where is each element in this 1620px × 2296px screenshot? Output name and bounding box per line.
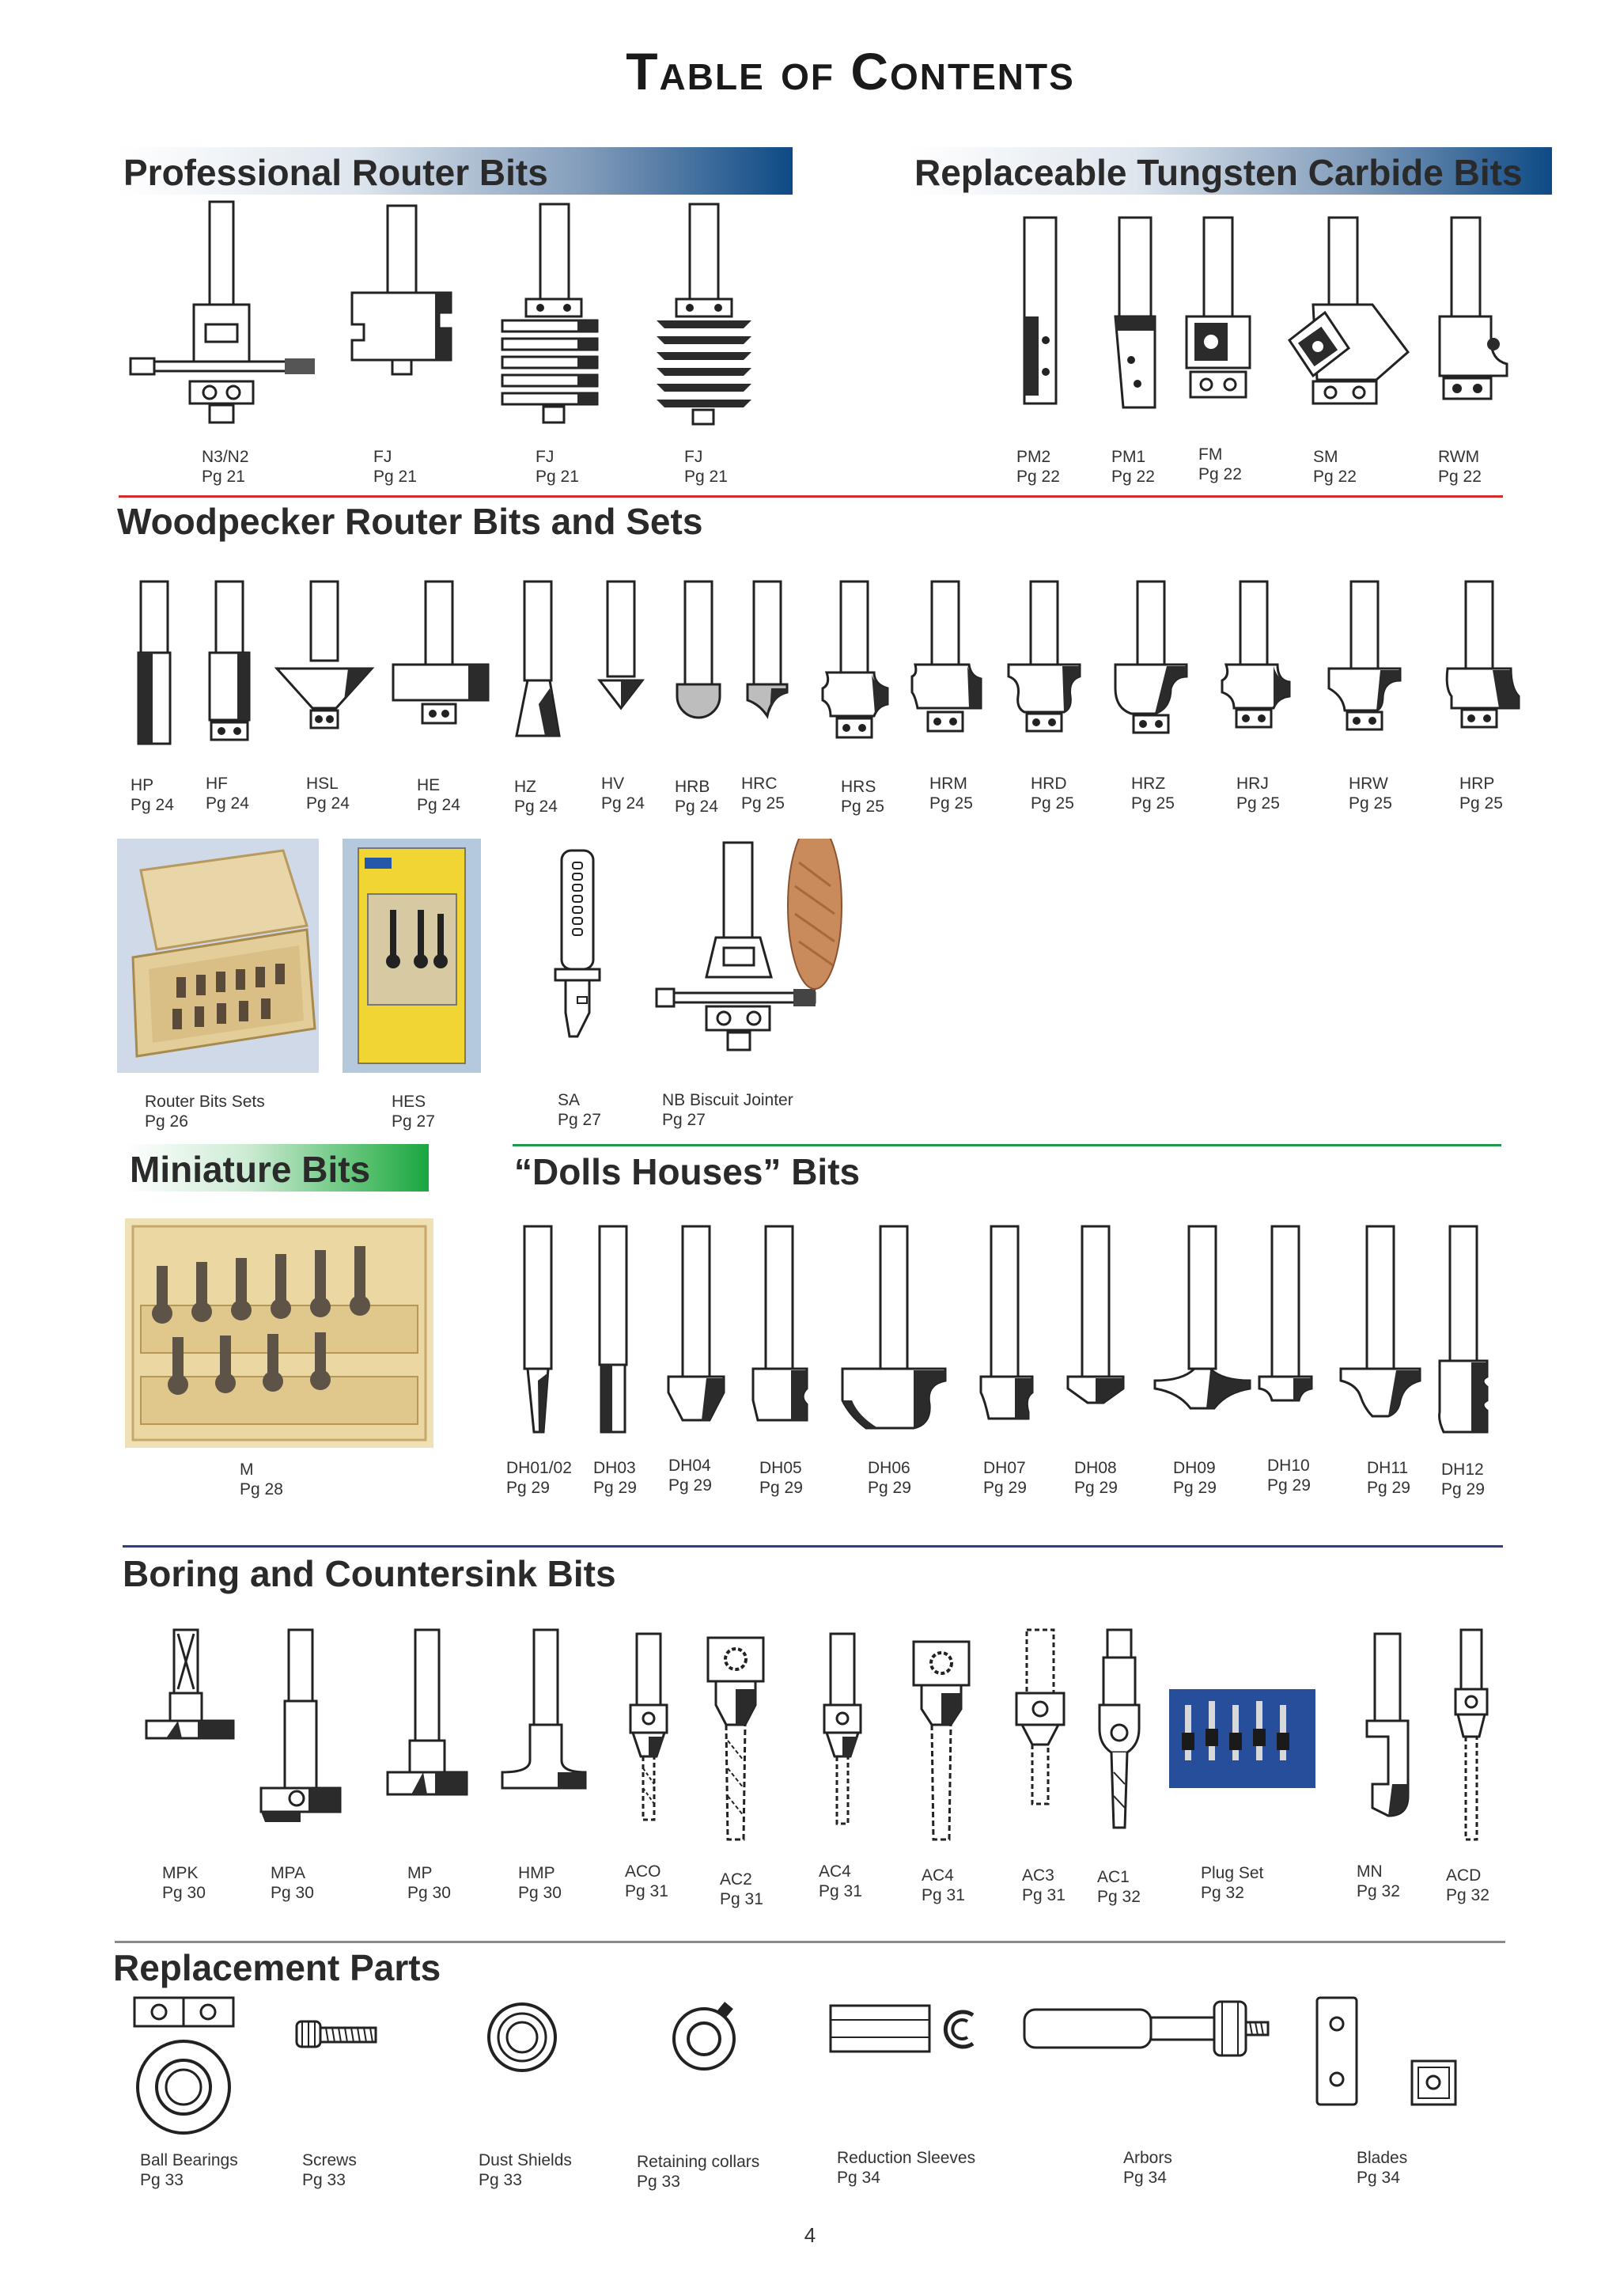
product-page: Pg 26 [145, 1112, 188, 1131]
product-fj-2[interactable] [494, 198, 613, 486]
hinge-boring-bit-icon [494, 1626, 597, 1832]
product-dh10[interactable] [1250, 1222, 1321, 1495]
router-bit-bearing-icon [127, 198, 324, 435]
dolls-bit-icon [744, 1222, 815, 1452]
product-code: Router Bits Sets [145, 1093, 265, 1111]
product-page: Pg 24 [514, 798, 558, 816]
part-blades[interactable] [1313, 1994, 1471, 2187]
product-fm[interactable] [1179, 214, 1258, 483]
arbor-icon [1020, 1994, 1274, 2065]
part-screws[interactable] [293, 2018, 380, 2189]
roman-ogee-bit-icon [1001, 578, 1088, 760]
product-page: Pg 27 [558, 1111, 601, 1129]
product-page: Pg 32 [1097, 1888, 1141, 1906]
product-page: Pg 32 [1446, 1886, 1489, 1904]
product-hf[interactable] [202, 578, 257, 813]
product-mpk[interactable] [142, 1626, 237, 1902]
product-code: PM2 [1016, 448, 1051, 466]
router-bit-stacked-icon [494, 198, 613, 435]
product-page: Pg 25 [1031, 794, 1074, 813]
product-page: Pg 29 [1367, 1479, 1410, 1497]
product-page: Pg 31 [625, 1882, 668, 1900]
product-fj-3[interactable] [649, 198, 767, 486]
product-dh03[interactable] [589, 1222, 637, 1497]
product-code: AC4 [922, 1866, 954, 1885]
part-page: Pg 34 [837, 2169, 880, 2187]
product-page: Pg 30 [162, 1884, 206, 1902]
product-aco[interactable] [621, 1626, 676, 1900]
product-code: DH11 [1367, 1459, 1409, 1477]
product-code: SA [558, 1091, 581, 1109]
retaining-collar-icon [664, 1998, 744, 2077]
miniature-bits-box-photo [125, 1218, 433, 1448]
router-bit-stacked-icon [649, 198, 767, 435]
product-hrd[interactable] [1001, 578, 1088, 813]
product-dh05[interactable] [744, 1222, 815, 1497]
product-page: Pg 24 [417, 796, 460, 814]
product-ac1[interactable] [1088, 1626, 1151, 1906]
product-hrc[interactable] [740, 578, 795, 813]
product-code: HMP [518, 1864, 555, 1882]
product-page: Pg 29 [593, 1479, 637, 1497]
ogee-bit-icon [906, 578, 985, 760]
product-code: HRS [841, 778, 876, 796]
product-code: DH07 [983, 1459, 1026, 1477]
part-name: Retaining collars [637, 2153, 760, 2171]
product-code: HRM [929, 775, 967, 793]
product-code: HRC [741, 775, 778, 793]
product-ac4-1[interactable] [815, 1626, 870, 1900]
dolls-bit-icon [1432, 1222, 1495, 1452]
straight-bit-icon [1100, 214, 1171, 411]
part-name: Blades [1357, 2149, 1408, 2167]
part-name: Arbors [1123, 2149, 1172, 2167]
product-code: AC4 [819, 1862, 851, 1881]
product-page: Pg 24 [306, 794, 350, 813]
product-code: HRZ [1131, 775, 1166, 793]
v-groove-bit-icon [593, 578, 649, 760]
part-name: Ball Bearings [140, 2151, 238, 2169]
product-page: Pg 22 [1198, 465, 1242, 483]
product-code: ACD [1446, 1866, 1482, 1885]
product-code: MN [1357, 1862, 1383, 1881]
chamfer-bit-icon [1281, 214, 1416, 419]
product-sm[interactable] [1281, 214, 1416, 486]
product-page: Pg 22 [1111, 468, 1155, 486]
countersink-bit-icon [1088, 1626, 1151, 1832]
product-m[interactable] [125, 1218, 433, 1498]
section-heading-label: Miniature Bits [130, 1149, 371, 1190]
product-code: MPA [271, 1864, 305, 1882]
product-router-bits-sets[interactable] [117, 839, 319, 1131]
product-code: FM [1198, 445, 1223, 464]
product-page: Pg 24 [601, 794, 645, 813]
section-heading-professional [119, 147, 793, 195]
dolls-bit-icon [510, 1222, 566, 1452]
product-hrj[interactable] [1214, 578, 1293, 813]
mortise-bit-icon [1353, 1626, 1424, 1832]
product-page: Pg 22 [1016, 468, 1060, 486]
product-page: Pg 25 [1459, 794, 1503, 813]
product-code: AC2 [720, 1870, 752, 1889]
product-dh04[interactable] [660, 1222, 732, 1495]
part-reduction-sleeves[interactable] [827, 1998, 993, 2187]
dolls-bit-icon [1151, 1222, 1254, 1452]
product-hrm[interactable] [906, 578, 985, 813]
screw-icon [293, 2018, 380, 2057]
product-code: HRJ [1236, 775, 1269, 793]
product-page: Pg 29 [759, 1479, 803, 1497]
product-pm2[interactable] [1005, 214, 1076, 486]
dolls-bit-icon [660, 1222, 732, 1452]
product-page: Pg 25 [741, 794, 785, 813]
ogee-bit-icon [815, 578, 894, 760]
slot-bit-icon [389, 578, 492, 760]
product-ac2[interactable] [696, 1626, 775, 1908]
product-page: Pg 25 [1349, 794, 1392, 813]
part-name: Reduction Sleeves [837, 2149, 976, 2167]
product-code: FJ [684, 448, 703, 466]
product-code: HP [131, 776, 154, 794]
product-hz[interactable] [510, 578, 566, 816]
router-bit-profile-icon [340, 198, 475, 435]
divider-gray [115, 1941, 1505, 1943]
product-code: DH09 [1173, 1459, 1216, 1477]
page-number: 4 [804, 2223, 816, 2247]
straight-bit-icon [1005, 214, 1076, 411]
product-page: Pg 25 [1131, 794, 1175, 813]
flush-bit-icon [1179, 214, 1258, 411]
dolls-bit-icon [835, 1222, 953, 1452]
product-page: Pg 27 [662, 1111, 706, 1129]
product-code: HV [601, 775, 625, 793]
product-hrz[interactable] [1103, 578, 1198, 813]
bead-bit-icon [1214, 578, 1293, 760]
product-code: HSL [306, 775, 339, 793]
section-heading-label: Professional Router Bits [123, 152, 548, 193]
product-sa[interactable] [546, 839, 609, 1129]
product-code: DH04 [668, 1457, 711, 1475]
product-acd[interactable] [1444, 1626, 1499, 1904]
dolls-bit-icon [589, 1222, 637, 1452]
product-page: Pg 22 [1313, 468, 1357, 486]
part-page: Pg 33 [479, 2171, 522, 2189]
countersink-bit-icon [621, 1626, 676, 1832]
product-dh01-02[interactable] [506, 1222, 572, 1497]
product-code: HRP [1459, 775, 1495, 793]
product-code: PM1 [1111, 448, 1146, 466]
product-code: DH03 [593, 1459, 636, 1477]
product-code: RWM [1438, 448, 1480, 466]
product-dh12[interactable] [1432, 1222, 1495, 1498]
cove-bit-icon [740, 578, 795, 760]
product-page: Pg 28 [240, 1480, 283, 1498]
product-code: DH06 [868, 1459, 910, 1477]
product-dh08[interactable] [1060, 1222, 1131, 1497]
product-hes[interactable] [343, 839, 481, 1131]
dovetail-bit-icon [510, 578, 566, 760]
product-n3n2[interactable] [127, 198, 324, 486]
product-dh06[interactable] [835, 1222, 953, 1497]
product-page: Pg 29 [1173, 1479, 1217, 1497]
straight-bit-icon [127, 578, 182, 760]
product-mpa[interactable] [253, 1626, 348, 1902]
sharpening-tool-icon [546, 839, 609, 1044]
product-ac4-2[interactable] [902, 1626, 981, 1904]
product-code: DH12 [1441, 1461, 1484, 1479]
countersink-bit-icon [902, 1626, 981, 1855]
product-page: Pg 29 [1267, 1476, 1311, 1495]
part-page: Pg 34 [1123, 2169, 1167, 2187]
product-page: Pg 25 [1236, 794, 1280, 813]
round-nose-bit-icon [671, 578, 726, 760]
product-code: AC1 [1097, 1868, 1130, 1886]
product-page: Pg 29 [1074, 1479, 1118, 1497]
part-name: Dust Shields [479, 2151, 572, 2169]
ball-bearing-icon [131, 1994, 241, 2152]
product-page: Pg 25 [841, 798, 884, 816]
product-code: HF [206, 775, 228, 793]
product-page: Pg 21 [684, 468, 728, 486]
part-page: Pg 33 [302, 2171, 346, 2189]
product-page: Pg 30 [407, 1884, 451, 1902]
product-page: Pg 32 [1201, 1884, 1244, 1902]
dust-shield-icon [483, 1998, 562, 2077]
product-ac3[interactable] [1005, 1626, 1076, 1904]
product-page: Pg 29 [868, 1479, 911, 1497]
product-code: FJ [536, 448, 555, 466]
product-page: Pg 29 [1441, 1480, 1485, 1498]
product-hsl[interactable] [273, 578, 376, 813]
part-ball-bearings[interactable] [131, 1994, 241, 2189]
product-page: Pg 31 [720, 1890, 763, 1908]
countersink-bit-icon [1444, 1626, 1499, 1855]
cove-bit-icon [1321, 578, 1408, 760]
page-title: Table of Contents [626, 42, 1075, 100]
product-page: Pg 24 [131, 796, 174, 814]
product-hmp[interactable] [494, 1626, 597, 1902]
product-plug-set[interactable] [1169, 1689, 1315, 1902]
product-page: Pg 24 [675, 798, 718, 816]
product-code: FJ [373, 448, 392, 466]
chamfer-bit-icon [273, 578, 376, 760]
product-mn[interactable] [1353, 1626, 1424, 1900]
section-heading-tungsten [910, 147, 1552, 195]
product-mp[interactable] [380, 1626, 475, 1902]
product-code: HRB [675, 778, 710, 796]
product-code: ACO [625, 1862, 661, 1881]
product-he[interactable] [389, 578, 492, 814]
product-code: M [240, 1461, 254, 1479]
product-fj-1[interactable] [340, 198, 475, 486]
product-code: Plug Set [1201, 1864, 1264, 1882]
section-heading-dolls: “Dolls Houses” Bits [514, 1151, 861, 1192]
product-code: MPK [162, 1864, 199, 1882]
biscuit-jointer-icon [653, 839, 850, 1076]
part-page: Pg 33 [637, 2173, 680, 2191]
product-page: Pg 30 [518, 1884, 562, 1902]
product-dh09[interactable] [1151, 1222, 1254, 1497]
product-code: NB Biscuit Jointer [662, 1091, 793, 1109]
hinge-boring-bit-icon [253, 1626, 348, 1832]
product-code: SM [1313, 448, 1338, 466]
product-code: DH05 [759, 1459, 802, 1477]
product-page: Pg 30 [271, 1884, 314, 1902]
product-page: Pg 29 [506, 1479, 550, 1497]
dolls-bit-icon [1060, 1222, 1131, 1452]
hes-blister-pack-photo [343, 839, 481, 1073]
product-code: HE [417, 776, 441, 794]
product-page: Pg 31 [922, 1886, 965, 1904]
part-dust-shields[interactable] [479, 1998, 572, 2189]
product-page: Pg 27 [392, 1112, 435, 1131]
rounding-bit-icon [1424, 214, 1511, 411]
product-code: AC3 [1022, 1866, 1054, 1885]
product-code: DH01/02 [506, 1459, 572, 1477]
product-page: Pg 31 [1022, 1886, 1065, 1904]
product-code: HZ [514, 778, 536, 796]
product-code: MP [407, 1864, 433, 1882]
section-heading-label: Replaceable Tungsten Carbide Bits [914, 152, 1523, 193]
plug-set-photo [1169, 1689, 1315, 1788]
product-code: N3/N2 [202, 448, 249, 466]
section-heading-woodpecker: Woodpecker Router Bits and Sets [117, 501, 703, 542]
product-dh11[interactable] [1337, 1222, 1424, 1497]
divider-navy [123, 1545, 1503, 1548]
hinge-boring-bit-icon [380, 1626, 475, 1832]
product-hrw[interactable] [1321, 578, 1408, 813]
countersink-bit-icon [696, 1626, 775, 1855]
divider-red [119, 495, 1503, 498]
rounding-bit-icon [1436, 578, 1523, 760]
part-page: Pg 34 [1357, 2169, 1400, 2187]
part-name: Screws [302, 2151, 357, 2169]
product-rwm[interactable] [1424, 214, 1511, 486]
product-code: HRD [1031, 775, 1067, 793]
section-heading-replacement: Replacement Parts [113, 1947, 441, 1988]
product-hrp[interactable] [1436, 578, 1523, 813]
flush-bit-icon [202, 578, 257, 760]
product-dh07[interactable] [969, 1222, 1040, 1497]
hinge-boring-bit-icon [142, 1626, 237, 1816]
countersink-bit-icon [815, 1626, 870, 1832]
reduction-sleeve-icon [827, 1998, 993, 2061]
product-page: Pg 25 [929, 794, 973, 813]
countersink-bit-icon [1005, 1626, 1076, 1832]
router-bit-set-box-photo [117, 839, 319, 1073]
dolls-bit-icon [1250, 1222, 1321, 1452]
part-arbors[interactable] [1020, 1994, 1274, 2187]
product-hv[interactable] [593, 578, 649, 813]
product-page: Pg 24 [206, 794, 249, 813]
section-heading-boring: Boring and Countersink Bits [123, 1553, 616, 1594]
product-page: Pg 21 [202, 468, 245, 486]
product-page: Pg 29 [668, 1476, 712, 1495]
dolls-bit-icon [1337, 1222, 1424, 1452]
product-pm1[interactable] [1100, 214, 1171, 486]
product-code: HRW [1349, 775, 1388, 793]
blade-icon [1313, 1994, 1471, 2120]
product-page: Pg 29 [983, 1479, 1027, 1497]
dolls-bit-icon [969, 1222, 1040, 1452]
product-hp[interactable] [127, 578, 182, 814]
product-page: Pg 21 [536, 468, 579, 486]
part-retaining-collars[interactable] [637, 1998, 760, 2191]
product-page: Pg 32 [1357, 1882, 1400, 1900]
part-page: Pg 33 [140, 2171, 184, 2189]
divider-green [513, 1144, 1501, 1146]
product-page: Pg 31 [819, 1882, 862, 1900]
product-hrs[interactable] [815, 578, 894, 816]
product-nb-biscuit-jointer[interactable] [653, 839, 850, 1129]
section-heading-miniature [125, 1144, 429, 1192]
product-code: HES [392, 1093, 426, 1111]
cove-bit-icon [1103, 578, 1198, 760]
product-code: DH08 [1074, 1459, 1117, 1477]
product-hrb[interactable] [671, 578, 726, 816]
product-page: Pg 21 [373, 468, 417, 486]
product-code: DH10 [1267, 1457, 1310, 1475]
product-page: Pg 22 [1438, 468, 1482, 486]
